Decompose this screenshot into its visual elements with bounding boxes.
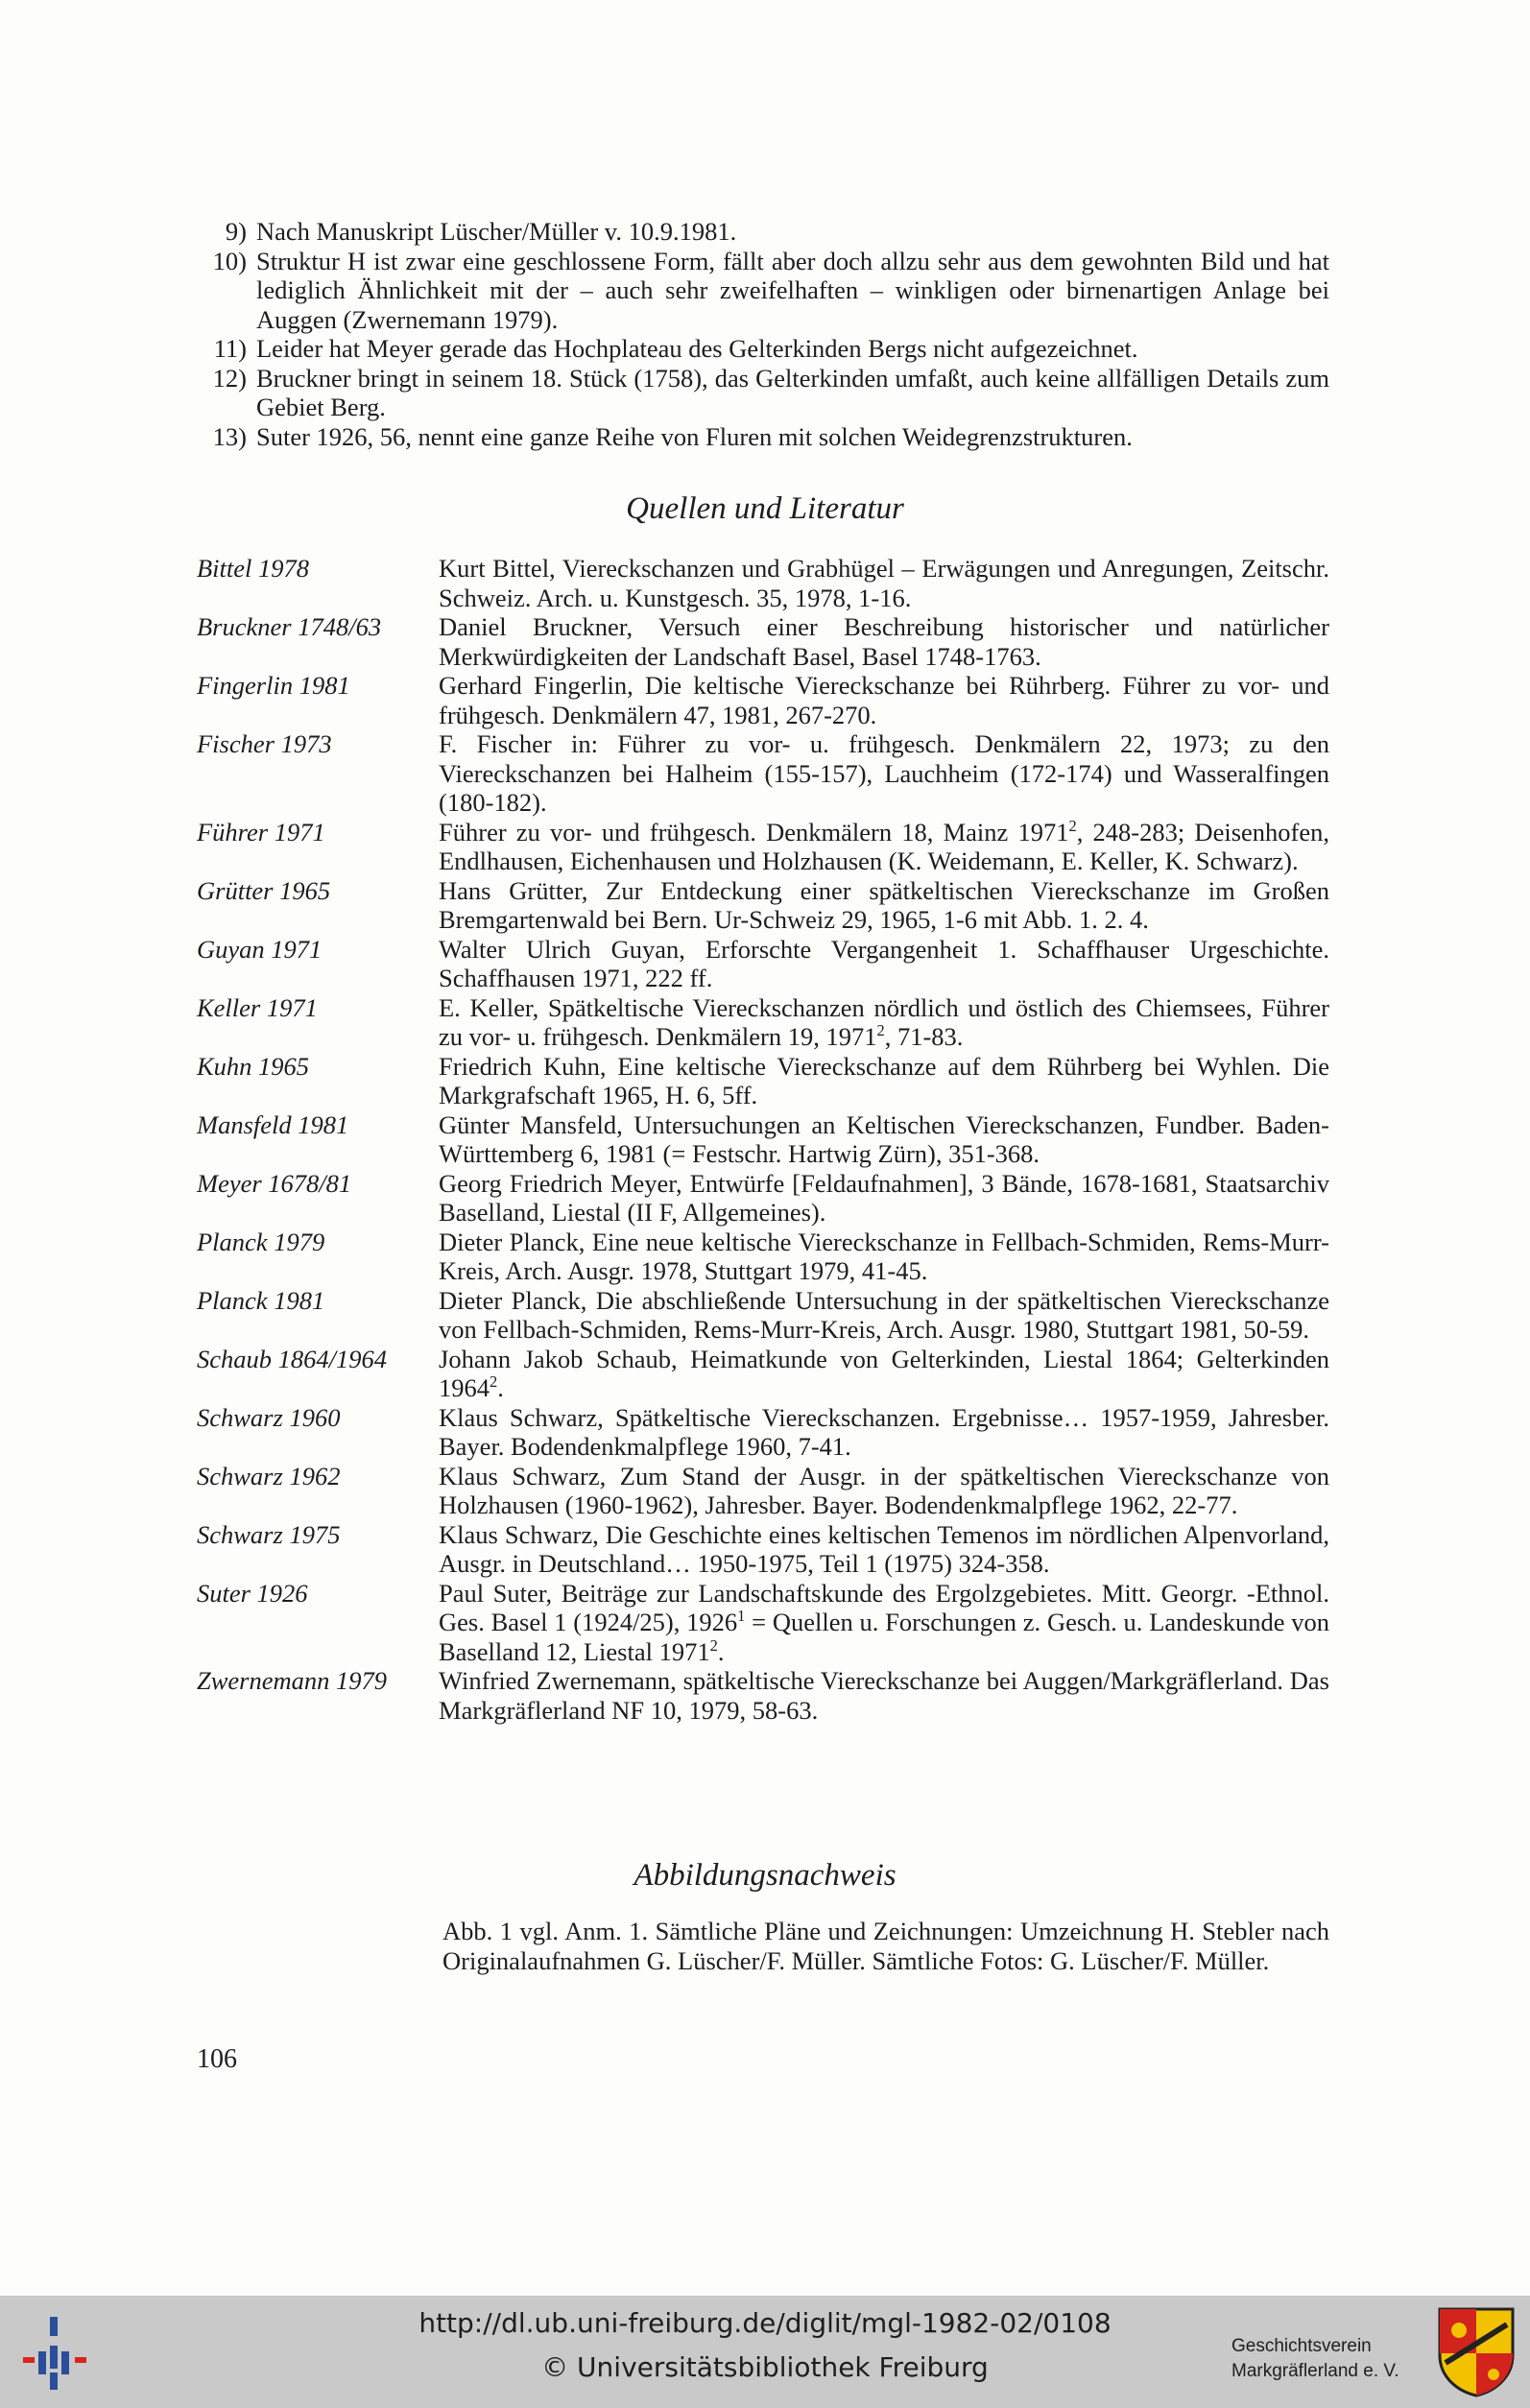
reference-entry bbox=[197, 1286, 1329, 1345]
reference-text: Klaus Schwarz, Die Geschichte eines keltischen Temenos im nördlichen Alpenvorland, Ausgr. in Deutschland… 1950-1975, Teil 1 (1975) 324-358. bbox=[439, 1519, 1329, 1578]
copyright-line: © Universitätsbibliothek Freiburg bbox=[541, 2351, 989, 2383]
reference-text: Günter Mansfeld, Untersuchungen an Keltischen Viereckschanzen, Fundber. Baden-Württemberg 6, 1981 (= Festschr. Hartwig Zürn), 351-368. bbox=[439, 1109, 1329, 1168]
reference-text: Klaus Schwarz, Spätkeltische Viereckschanzen. Ergebnisse… 1957-1959, Jahresber. Bayer. Bodendenkmalpflege 1960, 7-41. bbox=[439, 1402, 1329, 1461]
document-url[interactable]: http://dl.ub.uni-freiburg.de/diglit/mgl-1982-02/0108 bbox=[418, 2307, 1112, 2339]
society-line: Geschichtsverein bbox=[1231, 2336, 1372, 2356]
reference-key: Schwarz 1975 bbox=[197, 1519, 341, 1549]
reference-key: Planck 1981 bbox=[197, 1285, 325, 1315]
reference-key: Bittel 1978 bbox=[197, 554, 310, 583]
coat-of-arms-icon bbox=[1436, 2305, 1517, 2397]
footnote bbox=[197, 217, 1329, 247]
reference-entry bbox=[197, 1345, 1329, 1403]
footnote bbox=[197, 422, 1329, 452]
reference-entry bbox=[197, 993, 1329, 1052]
reference-key: Schwarz 1960 bbox=[197, 1402, 341, 1432]
reference-key: Führer 1971 bbox=[197, 817, 325, 846]
reference-entry bbox=[197, 1052, 1329, 1110]
literature-heading: Quellen und Literatur bbox=[626, 491, 904, 526]
reference-text: Walter Ulrich Guyan, Erforschte Vergangenheit 1. Schaffhauser Urgeschichte. Schaffhausen 1971, 222 ff. bbox=[439, 934, 1329, 992]
reference-key: Mansfeld 1981 bbox=[197, 1109, 349, 1139]
reference-key: Kuhn 1965 bbox=[197, 1051, 310, 1081]
reference-entry bbox=[197, 729, 1329, 818]
footnote bbox=[197, 334, 1329, 364]
reference-entry bbox=[197, 1169, 1329, 1228]
footnote bbox=[197, 247, 1329, 335]
society-name bbox=[1231, 2334, 1423, 2384]
reference-key: Meyer 1678/81 bbox=[197, 1168, 352, 1198]
reference-text: F. Fischer in: Führer zu vor- u. frühgesch. Denkmälern 22, 1973; zu den Viereckschanzen bei Halheim (155-157), Lauchheim (172-174) und Wasseralfingen (180-182). bbox=[439, 729, 1329, 817]
credits-heading: Abbildungsnachweis bbox=[634, 1858, 896, 1893]
credits-text: Abb. 1 vgl. Anm. 1. Sämtliche Pläne und Zeichnungen: Umzeichnung H. Stebler nach Originalaufnahmen G. Lüscher/F. Müller. Sämtliche Fotos: G. Lüscher/F. Müller. bbox=[442, 1917, 1329, 1975]
reference-text: Dieter Planck, Die abschließende Untersuchung in der spätkeltischen Viereckschanze von Fellbach-Schmiden, Rems-Murr-Kreis, Arch. Ausgr. 1980, Stuttgart 1981, 50-59. bbox=[439, 1285, 1329, 1344]
footnote-number: 12) bbox=[212, 363, 247, 393]
reference-text: Kurt Bittel, Viereckschanzen und Grabhügel – Erwägungen und Anregungen, Zeitschr. Schweiz. Arch. u. Kunstgesch. 35, 1978, 1-16. bbox=[439, 554, 1329, 612]
reference-entry bbox=[197, 554, 1329, 612]
reference-entry bbox=[197, 1579, 1329, 1667]
reference-key: Suter 1926 bbox=[197, 1578, 308, 1608]
reference-entry bbox=[197, 1110, 1329, 1169]
reference-key: Fischer 1973 bbox=[197, 729, 332, 758]
reference-entry bbox=[197, 1666, 1329, 1725]
society-line: Markgräflerland e. V. bbox=[1231, 2361, 1399, 2381]
reference-entry bbox=[197, 612, 1329, 671]
reference-text: Gerhard Fingerlin, Die keltische Viereckschanze bei Rührberg. Führer zu vor- und frühgesch. Denkmälern 47, 1981, 267-270. bbox=[439, 671, 1329, 729]
reference-key: Grütter 1965 bbox=[197, 875, 331, 905]
footnote-text: Nach Manuskript Lüscher/Müller v. 10.9.1981. bbox=[256, 217, 737, 246]
reference-text: E. Keller, Spätkeltische Viereckschanzen nördlich und östlich des Chiemsees, Führer zu vor- u. frühgesch. Denkmälern 19, 1971$^2$, 71-83. bbox=[439, 992, 1329, 1051]
reference-text: Paul Suter, Beiträge zur Landschaftskunde des Ergolzgebietes. Mitt. Georgr. -Ethnol. Ges. Basel 1 (1924/25), $1926^1$ = Quellen u. Forschungen z. Gesch. u. Landeskunde von Baselland 12, Liestal 1971$^2$. bbox=[439, 1578, 1329, 1666]
footnote-text: Leider hat Meyer gerade das Hochplateau des Gelterkinden Bergs nicht aufgezeichnet. bbox=[256, 334, 1138, 363]
reference-list bbox=[197, 554, 1329, 1725]
reference-entry bbox=[197, 1462, 1329, 1520]
reference-text: Klaus Schwarz, Zum Stand der Ausgr. in der spätkeltischen Viereckschanze von Holzhausen (1960-1962), Jahresber. Bayer. Bodendenkmalpflege 1962, 22-77. bbox=[439, 1461, 1329, 1519]
reference-text: Georg Friedrich Meyer, Entwürfe [Feldaufnahmen], 3 Bände, 1678-1681, Staatsarchiv Baselland, Liestal (II F, Allgemeines). bbox=[439, 1168, 1329, 1227]
reference-text: Führer zu vor- und frühgesch. Denkmälern 18, Mainz 1971$^2$, 248-283; Deisenhofen, Endlhausen, Eichenhausen und Holzhausen (K. Weidemann, E. Keller, K. Schwarz). bbox=[439, 816, 1329, 875]
reference-key: Zwernemann 1979 bbox=[197, 1666, 388, 1695]
reference-text: Friedrich Kuhn, Eine keltische Viereckschanze auf dem Rührberg bei Wyhlen. Die Markgrafschaft 1965, H. 6, 5ff. bbox=[439, 1051, 1329, 1109]
footer-bar bbox=[0, 2296, 1530, 2408]
reference-text: Dieter Planck, Eine neue keltische Viereckschanze in Fellbach-Schmiden, Rems-Murr-Kreis, Arch. Ausgr. 1978, Stuttgart 1979, 41-45. bbox=[439, 1227, 1329, 1285]
reference-entry bbox=[197, 876, 1329, 935]
page-number: 106 bbox=[197, 2044, 237, 2074]
reference-key: Keller 1971 bbox=[197, 992, 318, 1022]
reference-key: Schwarz 1962 bbox=[197, 1461, 341, 1490]
reference-entry bbox=[197, 935, 1329, 993]
reference-text: Johann Jakob Schaub, Heimatkunde von Gelterkinden, Liestal 1864; Gelterkinden 1964$^2$. bbox=[439, 1344, 1329, 1402]
reference-text: Daniel Bruckner, Versuch einer Beschreibung historischer und natürlicher Merkwürdigkeiten der Landschaft Basel, Basel 1748-1763. bbox=[439, 612, 1329, 671]
footnote-text: Suter 1926, 56, nennt eine ganze Reihe von Fluren mit solchen Weidegrenzstrukturen. bbox=[256, 421, 1133, 451]
reference-entry bbox=[197, 818, 1329, 876]
reference-text: Winfried Zwernemann, spätkeltische Viereckschanze bei Auggen/Markgräflerland. Das Markgräflerland NF 10, 1979, 58-63. bbox=[439, 1666, 1329, 1725]
reference-key: Guyan 1971 bbox=[197, 934, 323, 964]
footnote bbox=[197, 364, 1329, 422]
reference-entry bbox=[197, 1403, 1329, 1462]
footnote-text: Struktur H ist zwar eine geschlossene Form, fällt aber doch allzu sehr aus dem gewohnten Bild und hat lediglich Ähnlichkeit mit der – auch sehr zweifelhaften – winkligen oder birnenartigen Anlage bei Auggen (Zwernemann 1979). bbox=[256, 246, 1329, 334]
reference-entry bbox=[197, 671, 1329, 729]
reference-text: Hans Grütter, Zur Entdeckung einer spätkeltischen Viereckschanze im Großen Bremgartenwald bei Bern. Ur-Schweiz 29, 1965, 1-6 mit Abb. 1. 2. 4. bbox=[439, 875, 1329, 934]
reference-key: Fingerlin 1981 bbox=[197, 671, 350, 700]
footnote-number: 10) bbox=[212, 246, 247, 275]
reference-entry bbox=[197, 1228, 1329, 1286]
footnote-number: 9) bbox=[225, 217, 247, 246]
reference-key: Planck 1979 bbox=[197, 1227, 325, 1256]
reference-key: Schaub 1864/1964 bbox=[197, 1344, 387, 1373]
reference-key: Bruckner 1748/63 bbox=[197, 612, 382, 641]
footnotes bbox=[197, 217, 1329, 451]
footnote-text: Bruckner bringt in seinem 18. Stück (1758), das Gelterkinden umfaßt, auch keine allfälligen Details zum Gebiet Berg. bbox=[256, 363, 1329, 421]
footnote-number: 13) bbox=[212, 421, 247, 451]
footnote-number: 11) bbox=[213, 334, 247, 363]
reference-entry bbox=[197, 1520, 1329, 1579]
